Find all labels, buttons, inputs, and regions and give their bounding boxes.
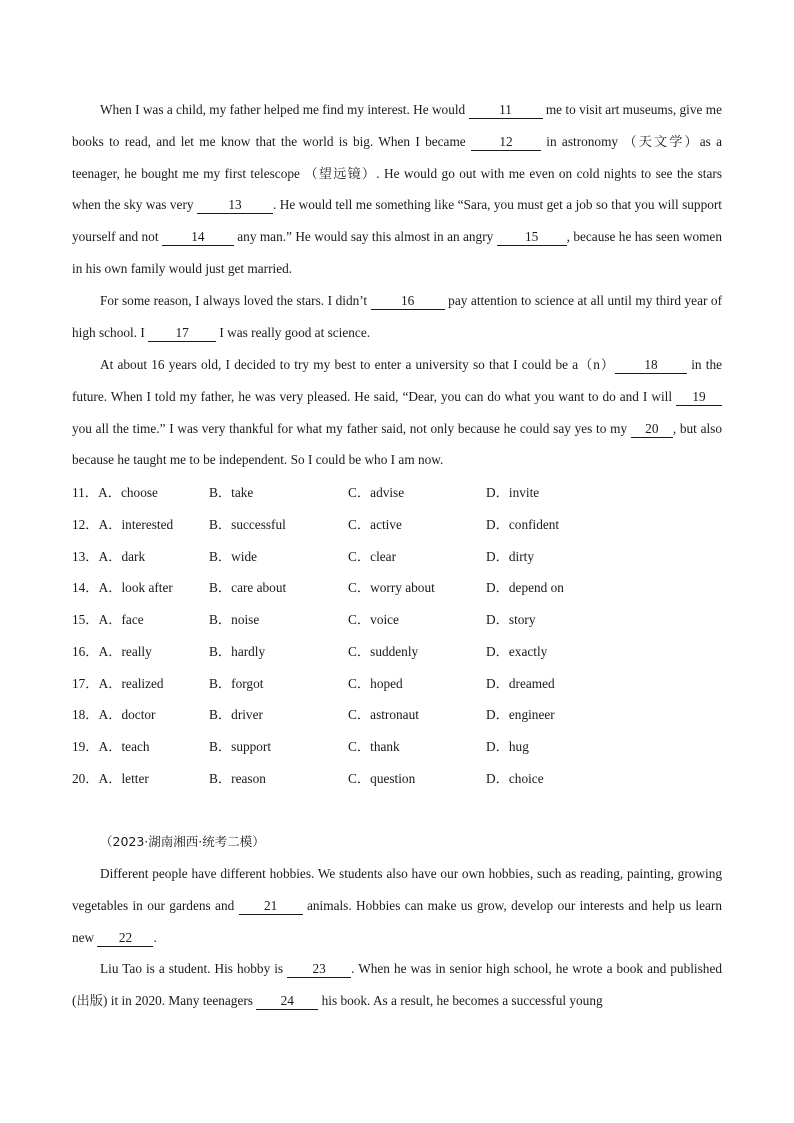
option-a[interactable]: 14．A．look after [72, 580, 173, 596]
option-c[interactable]: C．active [348, 516, 402, 532]
option-row [72, 541, 722, 573]
passage1-paragraph1 [72, 94, 722, 285]
blank-14[interactable]: 14 [162, 229, 234, 246]
passage-text: For some reason, I always loved the stars. I didn’t [100, 293, 371, 308]
passage-text: At about 16 years old, I decided to try my best to enter a university so that I could be a（n） [100, 357, 615, 372]
option-a[interactable]: 17．A．realized [72, 675, 164, 691]
option-c[interactable]: C．astronaut [348, 707, 419, 723]
option-a[interactable]: 12．A．interested [72, 516, 174, 532]
option-b[interactable]: B．hardly [209, 643, 266, 659]
option-row [72, 604, 722, 636]
option-c[interactable]: C．advise [348, 485, 405, 500]
option-row [72, 731, 722, 763]
option-c[interactable]: C．question [348, 770, 416, 786]
option-row [72, 509, 722, 541]
passage-text: . [153, 929, 157, 945]
passage-text: in astronomy （天文学）as a teenager, he bought me my first telescope （望远镜）. He would go out with me even on cold nights to see the stars when the sky was very [72, 133, 722, 213]
passage-text: pay attention to science at all until my third year of high school. I [72, 293, 723, 340]
option-a[interactable]: 15．A．face [72, 612, 144, 627]
option-c[interactable]: C．hoped [348, 675, 403, 691]
option-d[interactable]: D．engineer [486, 707, 555, 723]
option-c[interactable]: C．suddenly [348, 643, 419, 659]
option-c[interactable]: C．clear [348, 548, 396, 564]
blank-23[interactable]: 23 [287, 961, 351, 978]
option-a[interactable]: 18．A．doctor [72, 707, 156, 723]
blank-12[interactable]: 12 [471, 134, 541, 151]
option-d[interactable]: D．story [486, 612, 536, 627]
option-row [72, 668, 722, 700]
option-d[interactable]: D．invite [486, 485, 540, 500]
passage-text: When I was a child, my father helped me find my interest. He would [100, 102, 469, 117]
passage-text: , but also because he taught me to be independent. So I could be who I am now. [72, 420, 722, 468]
option-b[interactable]: B．successful [209, 516, 286, 532]
passage-text: I was really good at science. [216, 324, 371, 340]
option-d[interactable]: D．exactly [486, 643, 548, 659]
option-b[interactable]: B．take [209, 485, 254, 500]
option-d[interactable]: D．depend on [486, 580, 564, 596]
option-b[interactable]: B．driver [209, 707, 263, 723]
passage-text: you all the time.” I was very thankful for what my father said, not only because he could say yes to my [72, 420, 631, 436]
passage-text: me to visit art museums, give me books to read, and let me know that the world is big. When I became [72, 102, 722, 149]
passage-text: animals. Hobbies can make us grow, develop our interests and help us learn new [72, 897, 722, 945]
passage-text: Different people have different hobbies. We students also have our own hobbies, such as reading, painting, growing vegetables in our gardens and [72, 866, 722, 913]
option-b[interactable]: B．care about [209, 580, 287, 596]
source-label: （2023·湖南湘西·统考二模） [100, 834, 265, 849]
passage1-paragraph3 [72, 349, 722, 476]
option-row [72, 636, 722, 668]
option-d[interactable]: D．choice [486, 770, 544, 786]
option-a[interactable]: 16．A．really [72, 643, 152, 659]
option-a[interactable]: 11．A．choose [72, 485, 158, 500]
option-row [72, 572, 722, 604]
option-c[interactable]: C．worry about [348, 580, 435, 596]
option-b[interactable]: B．forgot [209, 675, 264, 691]
passage1-paragraph2 [72, 285, 722, 349]
option-row [72, 763, 722, 795]
blank-17[interactable]: 17 [148, 325, 216, 342]
option-b[interactable]: B．wide [209, 548, 258, 564]
passage-text: in the future. When I told my father, he was very pleased. He said, “Dear, you can do what you want to do and I will [72, 357, 722, 404]
blank-13[interactable]: 13 [197, 197, 273, 214]
passage-text: . When he was in senior high school, he wrote a book and published (出版) it in 2020. Many teenagers [72, 961, 722, 1008]
option-a[interactable]: 20．A．letter [72, 770, 149, 786]
blank-18[interactable]: 18 [615, 357, 687, 374]
passage-text: , because he has seen women in his own family would just get married. [72, 229, 722, 276]
option-a[interactable]: 13．A．dark [72, 548, 146, 564]
option-d[interactable]: D．confident [486, 516, 560, 532]
passage2-paragraph2 [72, 953, 722, 1017]
blank-11[interactable]: 11 [469, 102, 543, 119]
blank-16[interactable]: 16 [371, 293, 445, 310]
option-b[interactable]: B．reason [209, 770, 266, 786]
option-row [72, 477, 722, 509]
passage-text: Liu Tao is a student. His hobby is [100, 961, 288, 976]
blank-20[interactable]: 20 [631, 421, 673, 438]
option-d[interactable]: D．hug [486, 739, 529, 754]
blank-19[interactable]: 19 [676, 389, 722, 406]
passage-text: . He would tell me something like “Sara, you must get a job so that you will support yourself and not [72, 197, 723, 245]
option-d[interactable]: D．dirty [486, 548, 535, 564]
option-c[interactable]: C．thank [348, 739, 400, 754]
blank-22[interactable]: 22 [97, 930, 153, 947]
blank-15[interactable]: 15 [497, 229, 567, 246]
option-b[interactable]: B．support [209, 739, 272, 754]
option-d[interactable]: D．dreamed [486, 675, 555, 691]
blank-24[interactable]: 24 [256, 993, 318, 1010]
option-row [72, 699, 722, 731]
option-a[interactable]: 19．A．teach [72, 739, 150, 754]
passage-text: his book. As a result, he becomes a successful young [318, 992, 603, 1008]
option-c[interactable]: C．voice [348, 612, 399, 627]
option-b[interactable]: B．noise [209, 612, 260, 627]
blank-21[interactable]: 21 [239, 898, 303, 915]
passage2-paragraph1 [72, 858, 722, 953]
passage-text: any man.” He would say this almost in an angry [233, 229, 497, 245]
options-list [72, 477, 722, 795]
